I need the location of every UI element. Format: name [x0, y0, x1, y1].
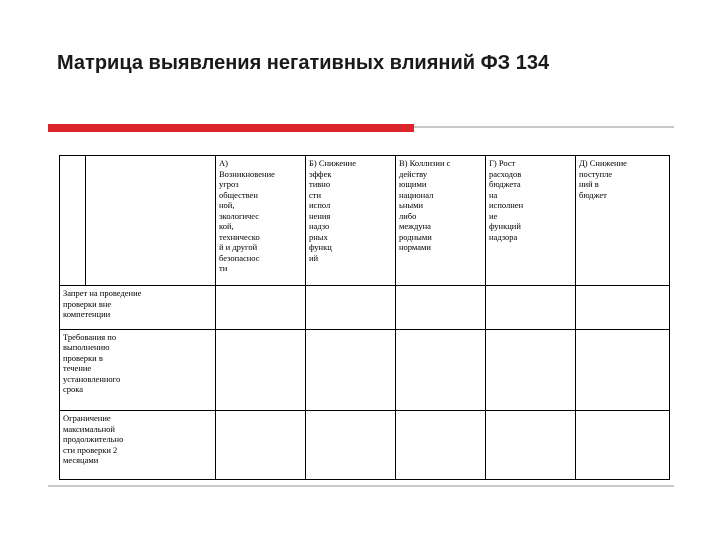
matrix-cell [486, 329, 576, 410]
row-header-label: Запрет на проведение проверки вне компетенции [63, 288, 142, 319]
matrix-cell [486, 286, 576, 330]
row-header-label: Требования по выполнению проверки в течение установленного срока [63, 331, 121, 395]
matrix-cell [216, 411, 306, 480]
matrix-cell [216, 329, 306, 410]
matrix-cell [216, 286, 306, 330]
influence-matrix-table [59, 155, 670, 480]
matrix-cell [306, 329, 396, 410]
matrix-cell [576, 286, 670, 330]
column-header-label: А) Возникновение угроз обществен ной, экологичес кой, техническо й и другой безопаснос ти [219, 158, 275, 273]
table-row [60, 411, 670, 480]
column-header-a [216, 156, 306, 286]
matrix-cell [576, 329, 670, 410]
column-header-d [486, 156, 576, 286]
column-header-e [576, 156, 670, 286]
column-header-c [396, 156, 486, 286]
matrix-cell [396, 411, 486, 480]
column-header-label: Д) Снижение поступле ний в бюджет [579, 158, 627, 200]
slide-bottom-line [48, 485, 674, 487]
matrix-cell [396, 329, 486, 410]
table-row [60, 286, 670, 330]
row-header-cell [60, 329, 216, 410]
title-underline-accent [48, 124, 414, 132]
row-header-cell [60, 411, 216, 480]
matrix-cell [396, 286, 486, 330]
table-corner-cell [86, 156, 216, 286]
table-row [60, 329, 670, 410]
row-header-label: Ограничение максимальной продолжительно сти проверки 2 месяцами [63, 413, 124, 466]
matrix-cell [486, 411, 576, 480]
column-header-label: Б) Снижение эффек тивно сти испол нения надзо рных функц ий [309, 158, 357, 263]
matrix-cell [306, 411, 396, 480]
column-header-label: Г) Рост расходов бюджета на исполнен ие функций надзора [489, 158, 524, 242]
row-header-cell [60, 286, 216, 330]
matrix-cell [306, 286, 396, 330]
title-underline-line [414, 126, 674, 128]
column-header-b [306, 156, 396, 286]
table-corner-cell [60, 156, 86, 286]
matrix-cell [576, 411, 670, 480]
slide-title: Матрица выявления негативных влияний ФЗ 134 [57, 52, 550, 74]
column-header-label: В) Коллизии с действу ющими национал ьными либо междуна родными нормами [399, 158, 451, 252]
table-header-row [60, 156, 670, 286]
